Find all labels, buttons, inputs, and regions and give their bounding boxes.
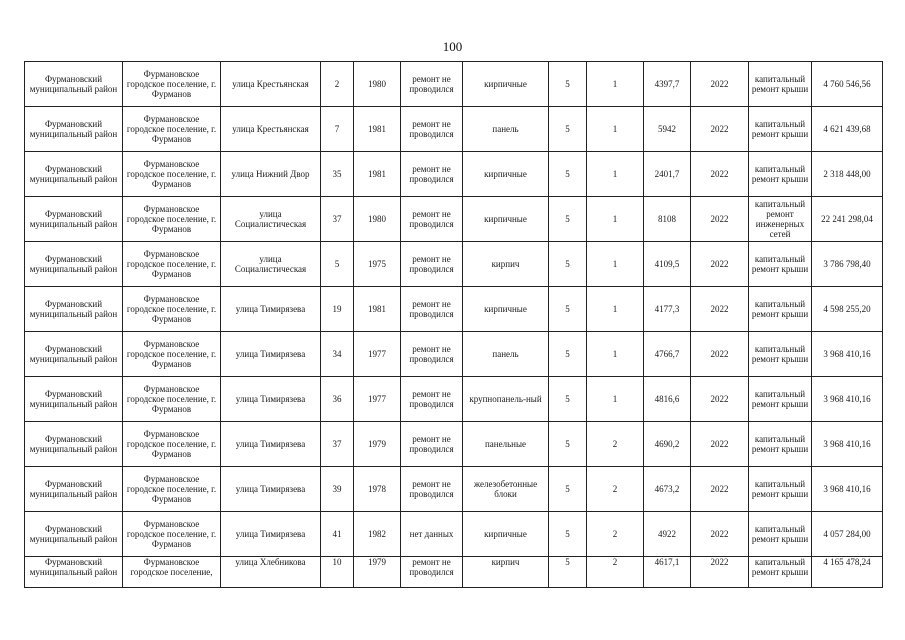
wall-material-cell: кирпичные <box>463 512 549 557</box>
cost-cell: 4 760 546,56 <box>812 62 883 107</box>
area-cell: 4922 <box>644 512 691 557</box>
build-year-cell: 1982 <box>354 512 401 557</box>
house-number-cell: 35 <box>321 152 354 197</box>
table-row <box>25 467 883 512</box>
wall-material-cell: кирпичные <box>463 287 549 332</box>
district-cell: Фурмановский муниципальный район <box>25 242 123 287</box>
table-row <box>25 242 883 287</box>
table-row <box>25 512 883 557</box>
entrances-cell: 1 <box>587 152 644 197</box>
settlement-cell: Фурмановское городское поселение, г. Фурманов <box>123 467 221 512</box>
settlement-cell: Фурмановское городское поселение, г. Фурманов <box>123 152 221 197</box>
entrances-cell: 1 <box>587 377 644 422</box>
wall-material-cell: панель <box>463 107 549 152</box>
last-repair-cell: ремонт не проводился <box>401 197 463 242</box>
work-type-cell: капитальный ремонт крыши <box>749 467 812 512</box>
street-cell: улица Тимирязева <box>221 422 321 467</box>
settlement-cell: Фурмановское городское поселение, г. Фурманов <box>123 332 221 377</box>
plan-year-cell: 2022 <box>691 377 749 422</box>
entrances-cell: 2 <box>587 467 644 512</box>
settlement-cell: Фурмановское городское поселение, г. Фурманов <box>123 107 221 152</box>
last-repair-cell: ремонт не проводился <box>401 467 463 512</box>
last-repair-cell: ремонт не проводился <box>401 242 463 287</box>
entrances-cell: 1 <box>587 62 644 107</box>
area-cell: 2401,7 <box>644 152 691 197</box>
settlement-cell: Фурмановское городское поселение, г. Фурманов <box>123 287 221 332</box>
district-cell: Фурмановский муниципальный район <box>25 152 123 197</box>
wall-material-cell: кирпич <box>463 242 549 287</box>
plan-year-cell: 2022 <box>691 512 749 557</box>
build-year-cell: 1980 <box>354 62 401 107</box>
wall-material-cell: крупнопанель-ный <box>463 377 549 422</box>
wall-material-cell: кирпич <box>463 557 549 588</box>
cost-cell: 22 241 298,04 <box>812 197 883 242</box>
housing-repair-table <box>24 61 883 588</box>
floors-cell: 5 <box>549 377 587 422</box>
table-row <box>25 422 883 467</box>
house-number-cell: 39 <box>321 467 354 512</box>
table-row <box>25 62 883 107</box>
settlement-cell: Фурмановское городское поселение, г. Фурманов <box>123 512 221 557</box>
cost-cell: 4 165 478,24 <box>812 557 883 588</box>
floors-cell: 5 <box>549 242 587 287</box>
plan-year-cell: 2022 <box>691 242 749 287</box>
work-type-cell: капитальный ремонт инженерных сетей <box>749 197 812 242</box>
entrances-cell: 1 <box>587 107 644 152</box>
plan-year-cell: 2022 <box>691 467 749 512</box>
build-year-cell: 1977 <box>354 377 401 422</box>
plan-year-cell: 2022 <box>691 332 749 377</box>
district-cell: Фурмановский муниципальный район <box>25 332 123 377</box>
house-number-cell: 41 <box>321 512 354 557</box>
table-row <box>25 287 883 332</box>
house-number-cell: 34 <box>321 332 354 377</box>
entrances-cell: 2 <box>587 557 644 588</box>
street-cell: улица Тимирязева <box>221 467 321 512</box>
street-cell: улица Тимирязева <box>221 332 321 377</box>
floors-cell: 5 <box>549 197 587 242</box>
wall-material-cell: панельные <box>463 422 549 467</box>
house-number-cell: 37 <box>321 422 354 467</box>
house-number-cell: 2 <box>321 62 354 107</box>
house-number-cell: 7 <box>321 107 354 152</box>
district-cell: Фурмановский муниципальный район <box>25 557 123 588</box>
district-cell: Фурмановский муниципальный район <box>25 422 123 467</box>
district-cell: Фурмановский муниципальный район <box>25 197 123 242</box>
last-repair-cell: ремонт не проводился <box>401 152 463 197</box>
street-cell: улица Нижний Двор <box>221 152 321 197</box>
work-type-cell: капитальный ремонт крыши <box>749 242 812 287</box>
house-number-cell: 37 <box>321 197 354 242</box>
floors-cell: 5 <box>549 512 587 557</box>
street-cell: улица Хлебникова <box>221 557 321 588</box>
build-year-cell: 1981 <box>354 107 401 152</box>
table-row <box>25 332 883 377</box>
plan-year-cell: 2022 <box>691 62 749 107</box>
table-row <box>25 377 883 422</box>
settlement-cell: Фурмановское городское поселение, г. Фурманов <box>123 377 221 422</box>
build-year-cell: 1979 <box>354 557 401 588</box>
build-year-cell: 1980 <box>354 197 401 242</box>
work-type-cell: капитальный ремонт крыши <box>749 557 812 588</box>
house-number-cell: 36 <box>321 377 354 422</box>
build-year-cell: 1978 <box>354 467 401 512</box>
table-row <box>25 197 883 242</box>
floors-cell: 5 <box>549 422 587 467</box>
floors-cell: 5 <box>549 467 587 512</box>
street-cell: улица Социалистическая <box>221 197 321 242</box>
page-number: 100 <box>442 39 463 54</box>
last-repair-cell: ремонт не проводился <box>401 422 463 467</box>
work-type-cell: капитальный ремонт крыши <box>749 332 812 377</box>
cost-cell: 3 968 410,16 <box>812 422 883 467</box>
floors-cell: 5 <box>549 62 587 107</box>
table-row <box>25 107 883 152</box>
street-cell: улица Тимирязева <box>221 287 321 332</box>
entrances-cell: 1 <box>587 332 644 377</box>
street-cell: улица Тимирязева <box>221 512 321 557</box>
area-cell: 4690,2 <box>644 422 691 467</box>
settlement-cell: Фурмановское городское поселение, <box>123 557 221 588</box>
build-year-cell: 1975 <box>354 242 401 287</box>
cost-cell: 3 786 798,40 <box>812 242 883 287</box>
last-repair-cell: нет данных <box>401 512 463 557</box>
entrances-cell: 1 <box>587 242 644 287</box>
work-type-cell: капитальный ремонт крыши <box>749 422 812 467</box>
street-cell: улица Крестьянская <box>221 62 321 107</box>
house-number-cell: 10 <box>321 557 354 588</box>
settlement-cell: Фурмановское городское поселение, г. Фурманов <box>123 242 221 287</box>
street-cell: улица Крестьянская <box>221 107 321 152</box>
wall-material-cell: железобетонные блоки <box>463 467 549 512</box>
settlement-cell: Фурмановское городское поселение, г. Фурманов <box>123 422 221 467</box>
work-type-cell: капитальный ремонт крыши <box>749 377 812 422</box>
settlement-cell: Фурмановское городское поселение, г. Фурманов <box>123 197 221 242</box>
build-year-cell: 1981 <box>354 152 401 197</box>
district-cell: Фурмановский муниципальный район <box>25 467 123 512</box>
last-repair-cell: ремонт не проводился <box>401 107 463 152</box>
floors-cell: 5 <box>549 152 587 197</box>
cost-cell: 3 968 410,16 <box>812 467 883 512</box>
district-cell: Фурмановский муниципальный район <box>25 62 123 107</box>
plan-year-cell: 2022 <box>691 152 749 197</box>
wall-material-cell: панель <box>463 332 549 377</box>
wall-material-cell: кирпичные <box>463 197 549 242</box>
table-row <box>25 152 883 197</box>
area-cell: 4673,2 <box>644 467 691 512</box>
cost-cell: 2 318 448,00 <box>812 152 883 197</box>
work-type-cell: капитальный ремонт крыши <box>749 512 812 557</box>
work-type-cell: капитальный ремонт крыши <box>749 287 812 332</box>
work-type-cell: капитальный ремонт крыши <box>749 152 812 197</box>
area-cell: 4816,6 <box>644 377 691 422</box>
work-type-cell: капитальный ремонт крыши <box>749 107 812 152</box>
entrances-cell: 2 <box>587 512 644 557</box>
house-number-cell: 19 <box>321 287 354 332</box>
entrances-cell: 2 <box>587 422 644 467</box>
build-year-cell: 1977 <box>354 332 401 377</box>
last-repair-cell: ремонт не проводился <box>401 557 463 588</box>
last-repair-cell: ремонт не проводился <box>401 377 463 422</box>
build-year-cell: 1979 <box>354 422 401 467</box>
area-cell: 4109,5 <box>644 242 691 287</box>
district-cell: Фурмановский муниципальный район <box>25 107 123 152</box>
plan-year-cell: 2022 <box>691 107 749 152</box>
cost-cell: 3 968 410,16 <box>812 332 883 377</box>
last-repair-cell: ремонт не проводился <box>401 287 463 332</box>
settlement-cell: Фурмановское городское поселение, г. Фурманов <box>123 62 221 107</box>
entrances-cell: 1 <box>587 287 644 332</box>
district-cell: Фурмановский муниципальный район <box>25 287 123 332</box>
floors-cell: 5 <box>549 557 587 588</box>
wall-material-cell: кирпичные <box>463 62 549 107</box>
area-cell: 4397,7 <box>644 62 691 107</box>
street-cell: улица Социалистическая <box>221 242 321 287</box>
cost-cell: 4 621 439,68 <box>812 107 883 152</box>
entrances-cell: 1 <box>587 197 644 242</box>
last-repair-cell: ремонт не проводился <box>401 332 463 377</box>
floors-cell: 5 <box>549 107 587 152</box>
plan-year-cell: 2022 <box>691 422 749 467</box>
district-cell: Фурмановский муниципальный район <box>25 512 123 557</box>
area-cell: 4617,1 <box>644 557 691 588</box>
district-cell: Фурмановский муниципальный район <box>25 377 123 422</box>
wall-material-cell: кирпичные <box>463 152 549 197</box>
cost-cell: 4 057 284,00 <box>812 512 883 557</box>
plan-year-cell: 2022 <box>691 287 749 332</box>
table-row <box>25 557 883 588</box>
street-cell: улица Тимирязева <box>221 377 321 422</box>
floors-cell: 5 <box>549 332 587 377</box>
last-repair-cell: ремонт не проводился <box>401 62 463 107</box>
plan-year-cell: 2022 <box>691 197 749 242</box>
house-number-cell: 5 <box>321 242 354 287</box>
area-cell: 4766,7 <box>644 332 691 377</box>
floors-cell: 5 <box>549 287 587 332</box>
plan-year-cell: 2022 <box>691 557 749 588</box>
work-type-cell: капитальный ремонт крыши <box>749 62 812 107</box>
cost-cell: 3 968 410,16 <box>812 377 883 422</box>
build-year-cell: 1981 <box>354 287 401 332</box>
area-cell: 8108 <box>644 197 691 242</box>
area-cell: 4177,3 <box>644 287 691 332</box>
area-cell: 5942 <box>644 107 691 152</box>
cost-cell: 4 598 255,20 <box>812 287 883 332</box>
